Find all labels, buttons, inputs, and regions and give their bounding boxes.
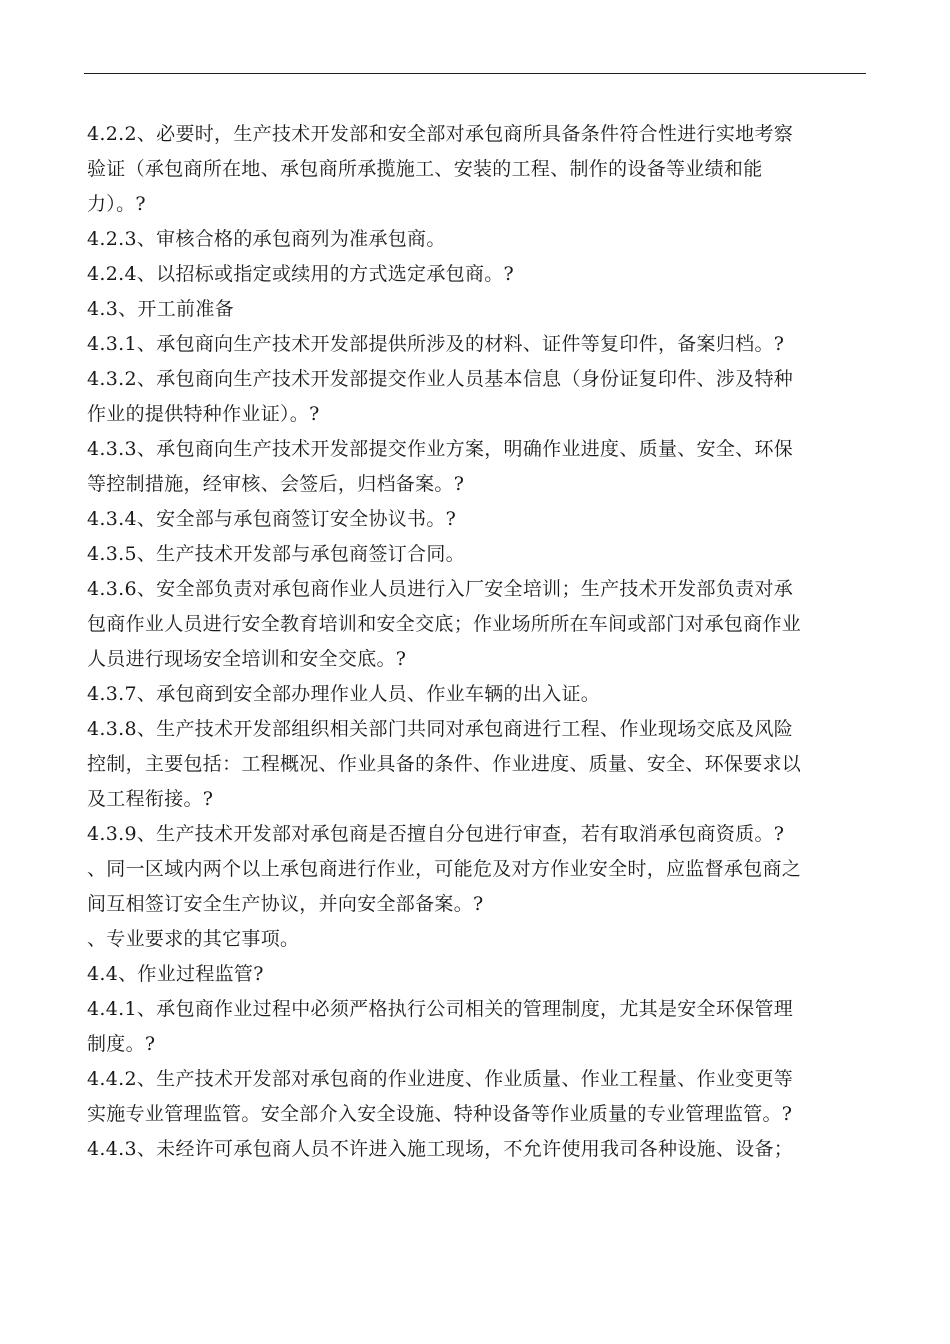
text-line: 控制，主要包括：工程概况、作业具备的条件、作业进度、质量、安全、环保要求以 [87,753,802,775]
text-line: 4.3.2、承包商向生产技术开发部提交作业人员基本信息（身份证复印件、涉及特种 [87,368,794,390]
text-line: 4.4、作业过程监管? [87,963,264,985]
text-line: 4.3.8、生产技术开发部组织相关部门共同对承包商进行工程、作业现场交底及风险 [87,718,794,740]
text-line: 4.3、开工前准备 [87,298,234,320]
text-line: 4.4.1、承包商作业过程中必须严格执行公司相关的管理制度，尤其是安全环保管理 [87,998,794,1020]
text-line: 4.3.6、安全部负责对承包商作业人员进行入厂安全培训；生产技术开发部负责对承 [87,578,794,600]
text-line: 间互相签订安全生产协议，并向安全部备案。? [87,893,484,915]
text-line: 4.3.1、承包商向生产技术开发部提供所涉及的材料、证件等复印件，备案归档。? [87,333,785,355]
text-line: 4.4.3、未经许可承包商人员不许进入施工现场，不允许使用我司各种设施、设备； [87,1138,794,1160]
text-line: 制度。? [87,1033,156,1055]
text-line: 4.2.2、必要时，生产技术开发部和安全部对承包商所具备条件符合性进行实地考察 [87,123,794,145]
text-line: 人员进行现场安全培训和安全交底。? [87,648,407,670]
text-line: 等控制措施，经审核、会签后，归档备案。? [87,473,465,495]
text-line: 4.3.4、安全部与承包商签订安全协议书。? [87,508,457,530]
text-line: 验证（承包商所在地、承包商所承揽施工、安装的工程、制作的设备等业绩和能 [87,158,763,180]
header-rule [84,73,866,74]
text-line: 、专业要求的其它事项。 [87,928,300,950]
text-line: 4.3.7、承包商到安全部办理作业人员、作业车辆的出入证。 [87,683,601,705]
text-line: 4.4.2、生产技术开发部对承包商的作业进度、作业质量、作业工程量、作业变更等 [87,1068,794,1090]
text-line: 4.3.9、生产技术开发部对承包商是否擅自分包进行审查，若有取消承包商资质。? [87,823,785,845]
text-line: 4.2.3、审核合格的承包商列为准承包商。 [87,228,446,250]
document-body [87,117,867,1167]
text-line: 实施专业管理监管。安全部介入安全设施、特种设备等作业质量的专业管理监管。? [87,1103,793,1125]
text-line: 包商作业人员进行安全教育培训和安全交底；作业场所所在车间或部门对承包商作业 [87,613,802,635]
text-line: 力）。? [87,193,146,215]
text-line: 4.2.4、以招标或指定或续用的方式选定承包商。? [87,263,515,285]
text-line: 、同一区域内两个以上承包商进行作业，可能危及对方作业安全时，应监督承包商之 [87,858,802,880]
text-line: 4.3.5、生产技术开发部与承包商签订合同。 [87,543,465,565]
text-line: 4.3.3、承包商向生产技术开发部提交作业方案，明确作业进度、质量、安全、环保 [87,438,794,460]
text-line: 作业的提供特种作业证）。? [87,403,320,425]
text-line: 及工程衔接。? [87,788,214,810]
